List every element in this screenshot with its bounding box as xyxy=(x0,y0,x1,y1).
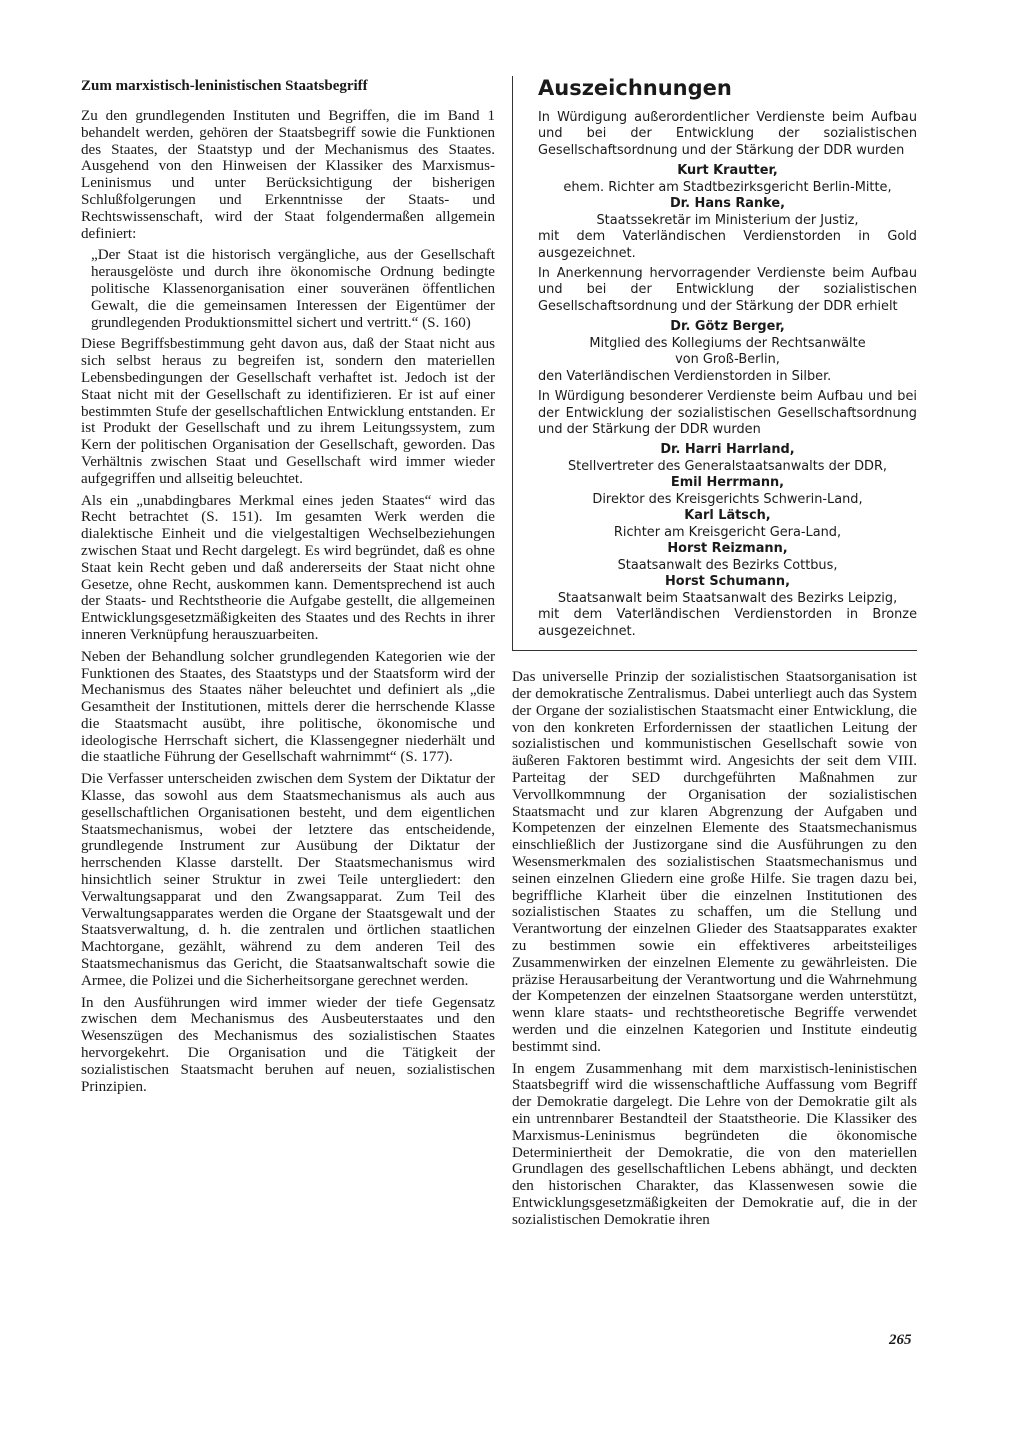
paragraph: Diese Begriffsbestimmung geht davon aus, daß der Staat nicht aus sich selbst heraus zu begreifen ist, sondern den materiellen Lebensbedingungen der Gesellschaft verhaftet ist. Jedoch ist der Staat nicht mit der Gesellschaft zu identifizieren. Er ist auf einer bestimmten Stufe der gesellschaftlichen Entwicklung entstanden. Er ist Produkt der Gesellschaft und zu ihrem Leitungssystem, zum Kern der politischen Organisation der Gesellschaft, geworden. Das Verhältnis zwischen Staat und Gesellschaft wird immer wieder aufgegriffen und allseitig beleuchtet. xyxy=(81,336,495,487)
awards-box xyxy=(512,76,917,651)
paragraph: Neben der Behandlung solcher grundlegenden Kategorien wie der Funktionen des Staates, des Staatstyps und der Staatsform wird der Mechanismus des Staates näher beleuchtet und definiert als „die Gesamtheit der Institutionen, mittels derer die herrschende Klasse die Staatsmacht ausübt, ihre politische, ökonomische und ideologische Herrschaft sichert, die Klassengegner niederhält und die staatliche Führung der Gesellschaft wahrnimmt“ (S. 177). xyxy=(81,648,495,766)
awards-intro: In Anerkennung hervorragender Verdienste beim Aufbau und bei der Entwicklung der sozialistischen Gesellschaftsordnung und der Stärkung der DDR erhielt xyxy=(538,266,917,314)
awardee-role: Staatsanwalt des Bezirks Cottbus, xyxy=(617,557,838,573)
awardee-role: Mitglied des Kollegiums der Rechtsanwälte xyxy=(589,335,866,351)
awardee-role: Staatsanwalt beim Staatsanwalt des Bezirks Leipzig, xyxy=(557,590,898,606)
page-number: 265 xyxy=(889,1332,912,1348)
awards-title: Auszeichnungen xyxy=(538,76,732,100)
awardee-role: Richter am Kreisgericht Gera-Land, xyxy=(613,524,842,540)
quotation: „Der Staat ist die historisch vergängliche, aus der Gesellschaft herausgelöste und durch ihre ökonomische Ordnung bedingte politische Klassenorganisation einer souveränen öffentlichen Gewalt, die die gemeinsamen Interessen der Eigentümer der grundlegenden Produktionsmittel sichert und vertritt.“ (S. 160) xyxy=(91,247,495,331)
awardee-name: Dr. Hans Ranke, xyxy=(669,196,786,212)
awardee-role: von Groß-Berlin, xyxy=(675,352,780,368)
awardee-name: Horst Reizmann, xyxy=(667,541,788,557)
paragraph: Die Verfasser unterscheiden zwischen dem System der Diktatur der Klasse, das sowohl aus dem Staatsmechanismus als auch aus gesellschaftlichen Organisationen besteht, und dem eigentlichen Staatsmechanismus, wobei der letztere das entscheidende, grundlegende Instrument zur Ausübung der Diktatur der herrschenden Klasse darstellt. Der Staatsmechanismus wird hinsichtlich seiner Struktur in zwei Teile untergliedert: den Verwaltungsapparat und den Zwangsapparat. Zum Teil des Verwaltungsapparates werden die Organe der Staatsgewalt und der Staatsverwaltung, d. h. die zentralen und örtlichen staatlichen Machtorgane, gezählt, während zu dem anderen Teil des Staatsmechanismus das Gericht, die Staatsanwaltschaft sowie die Armee, die Polizei und die Sicherheitsorgane gerechnet werden. xyxy=(81,771,495,989)
awardee-role: Stellvertreter des Generalstaatsanwalts der DDR, xyxy=(567,458,888,474)
paragraph: Zu den grundlegenden Instituten und Begriffen, die im Band 1 behandelt werden, gehören der Staatsbegriff sowie die Funktionen des Staates, der Staatstyp und der Mechanismus des Staates. Ausgehend von den Hinweisen der Klassiker des Marxismus-Leninismus und unter Berücksichtigung der bisherigen Schlußfolgerungen und Erkenntnisse der Staats- und Rechtswissenschaft, wird der Staat folgendermaßen allgemein definiert: xyxy=(81,108,495,242)
paragraph: In engem Zusammenhang mit dem marxistisch-leninistischen Staatsbegriff wird die wissenschaftliche Auffassung vom Begriff der Demokratie dargelegt. Die Lehre von der Demokratie gilt als ein untrennbarer Bestandteil der Staatstheorie. Die Klassiker des Marxismus-Leninismus begründeten die ökonomische Determiniertheit der Demokratie, die von den materiellen Grundlagen des gesellschaftlichen Lebens abhängt, und deckten den historischen Charakter, das Klassenwesen sowie die Entwicklungsgesetzmäßigkeiten der Demokratie auf, die in der sozialistischen Demokratie ihren xyxy=(512,1060,917,1228)
awardee-role: ehem. Richter am Stadtbezirksgericht Berlin-Mitte, xyxy=(563,179,892,195)
awardee-name: Dr. Götz Berger, xyxy=(670,319,785,335)
left-column xyxy=(81,78,495,1100)
awards-intro: In Würdigung außerordentlicher Verdienste beim Aufbau und bei der Entwicklung der sozialistischen Gesellschaftsordnung und der Stärkung der DDR wurden xyxy=(538,110,917,158)
awardee-role: Direktor des Kreisgerichts Schwerin-Land, xyxy=(592,491,863,507)
awards-intro: In Würdigung besonderer Verdienste beim Aufbau und bei der Entwicklung der sozialistischen Gesellschaftsordnung und der Stärkung der DDR wurden xyxy=(538,389,917,437)
awardee-name: Dr. Harri Harrland, xyxy=(660,442,795,458)
paragraph: Als ein „unabdingbares Merkmal eines jeden Staates“ wird das Recht betrachtet (S. 151). Im gesamten Werk werden die dialektische Einheit und die vielgestaltigen Wechselbeziehungen zwischen Staat und Recht dargelegt. Es wird begründet, daß es ohne Staat kein Recht geben und daß andererseits der Staat nicht ohne Gesetze, ohne Recht, auskommen kann. Dementsprechend ist auch der Staats- und Rechtstheorie die Aufgabe gestellt, die allgemeinen Entwicklungsgesetzmäßigkeiten des Staates und des Rechts in ihrer inneren Verknüpfung herauszuarbeiten. xyxy=(81,492,495,643)
awards-outro: mit dem Vaterländischen Verdienstorden in Bronze ausgezeichnet. xyxy=(538,607,917,639)
awardee-name: Kurt Krautter, xyxy=(677,163,778,179)
awards-outro: mit dem Vaterländischen Verdienstorden in Gold ausgezeichnet. xyxy=(538,229,917,261)
section-heading: Zum marxistisch-leninistischen Staatsbegriff xyxy=(81,78,368,94)
awardee-name: Emil Herrmann, xyxy=(670,475,785,491)
paragraph: In den Ausführungen wird immer wieder der tiefe Gegensatz zwischen dem Mechanismus des Ausbeuterstaates und den Wesenszügen des Mechanismus des sozialistischen Staates hervorgekehrt. Die Organisation und die Tätigkeit der sozialistischen Staatsmacht beruhen auf neuen, sozialistischen Prinzipien. xyxy=(81,994,495,1095)
paragraph: Das universelle Prinzip der sozialistischen Staatsorganisation ist der demokratische Zentralismus. Dabei unterliegt auch das System der Organe der sozialistischen Staatsmacht einer Entwicklung, die von den konkreten Erfordernissen der staatlichen Leitung der sozialistischen und kommunistischen Gesellschaft sowie von äußeren Faktoren bestimmt wird. Angesichts der seit dem VIII. Parteitag der SED durchgeführten Maßnahmen zur Vervollkommnung der Organisation der sozialistischen Staatsmacht und zur klaren Abgrenzung der Aufgaben und Kompetenzen der einzelnen Elemente des Staatsmechanismus einschließlich der Justizorgane sind die Ausführungen zu den Wesensmerkmalen des sozialistischen Staatsmechanismus und seinen einzelnen Gliedern eine große Hilfe. Sie tragen dazu bei, begriffliche Klarheit über die einzelnen Institutionen des sozialistischen Staates zu schaffen, um die Stellung und Verantwortung der einzelnen Glieder des Staatsapparates exakter zu bestimmen sowie ein effektiveres arbeitsteiliges Zusammenwirken der einzelnen Elemente zu gewährleisten. Die präzise Herausarbeitung der Verantwortung und die Wahrnehmung der Kompetenzen der einzelnen Staatsorgane werden unterstützt, wenn klare staats- und rechtstheoretische Begriffe verwendet werden und die einzelnen Kategorien und Institute eindeutig bestimmt sind. xyxy=(512,669,917,1055)
right-column xyxy=(512,76,917,1233)
awards-outro: den Vaterländischen Verdienstorden in Silber. xyxy=(538,368,832,384)
right-body-text xyxy=(512,669,917,1228)
awardee-name: Karl Lätsch, xyxy=(684,508,771,524)
awardee-role: Staatssekretär im Ministerium der Justiz, xyxy=(596,212,859,228)
awardee-name: Horst Schumann, xyxy=(665,574,790,590)
